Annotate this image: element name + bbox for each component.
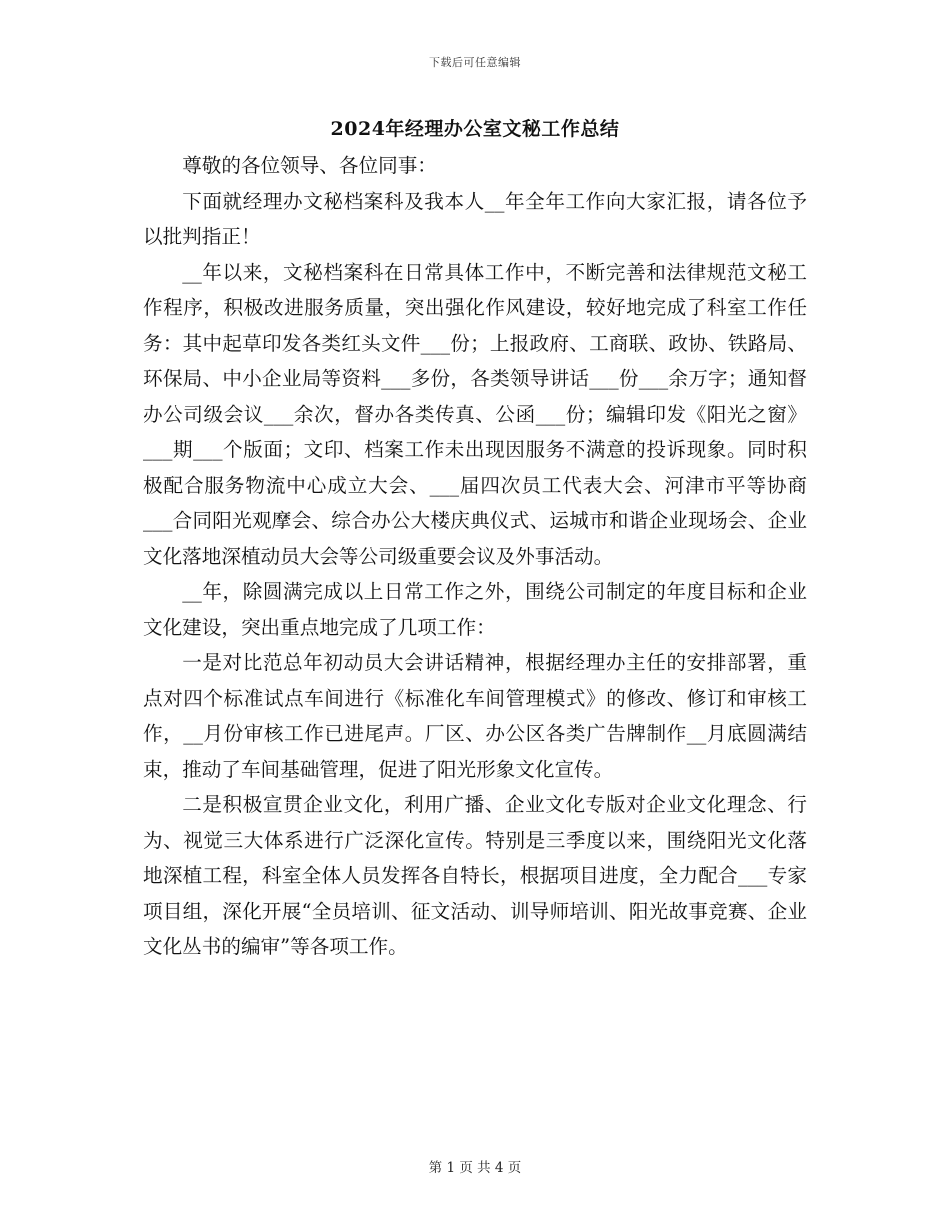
document-title: 2024年经理办公室文秘工作总结 (330, 118, 620, 140)
intro-paragraph: 下面就经理办文秘档案科及我本人__年全年工作向大家汇报，请各位予以批判指正！ (143, 189, 807, 248)
header-note: 下载后可任意编辑 (429, 56, 521, 69)
document-body (143, 148, 807, 965)
key-work-item-2-paragraph: 二是积极宣贯企业文化，利用广播、企业文化专版对企业文化理念、行为、视觉三大体系进行广泛深化宣传。特别是三季度以来，围绕阳光文化落地深植工程，科室全体人员发挥各自特长，根据项目进度，全力配合___专家项目组，深化开展“全员培训、征文活动、训导师培训、阳光故事竞赛、企业文化丛书的编审”等各项工作。 (143, 793, 807, 958)
key-work-intro-paragraph: __年，除圆满完成以上日常工作之外，围绕公司制定的年度目标和企业文化建设，突出重点地完成了几项工作： (143, 580, 807, 639)
page-footer: 第 1 页 共 4 页 (428, 1160, 522, 1176)
salutation-paragraph: 尊敬的各位领导、各位同事： (182, 154, 437, 177)
key-work-item-1-paragraph: 一是对比范总年初动员大会讲话精神，根据经理办主任的安排部署，重点对四个标准试点车间进行《标准化车间管理模式》的修改、修订和审核工作，__月份审核工作已进尾声。厂区、办公区各类广告牌制作__月底圆满结束，推动了车间基础管理，促进了阳光形象文化宣传。 (143, 651, 807, 781)
summary-paragraph: __年以来，文秘档案科在日常具体工作中，不断完善和法律规范文秘工作程序，积极改进服务质量，突出强化作风建设，较好地完成了科室工作任务：其中起草印发各类红头文件___份；上报政府、工商联、政协、铁路局、环保局、中小企业局等资料___多份，各类领导讲话___份___余万字；通知督办公司级会议___余次，督办各类传真、公函___份；编辑印发《阳光之窗》___期___个版面；文印、档案工作未出现因服务不满意的投诉现象。同时积极配合服务物流中心成立大会、___届四次员工代表大会、河津市平等协商___合同阳光观摩会、综合办公大楼庆典仪式、运城市和谐企业现场会、企业文化落地深植动员大会等公司级重要会议及外事活动。 (143, 260, 807, 568)
